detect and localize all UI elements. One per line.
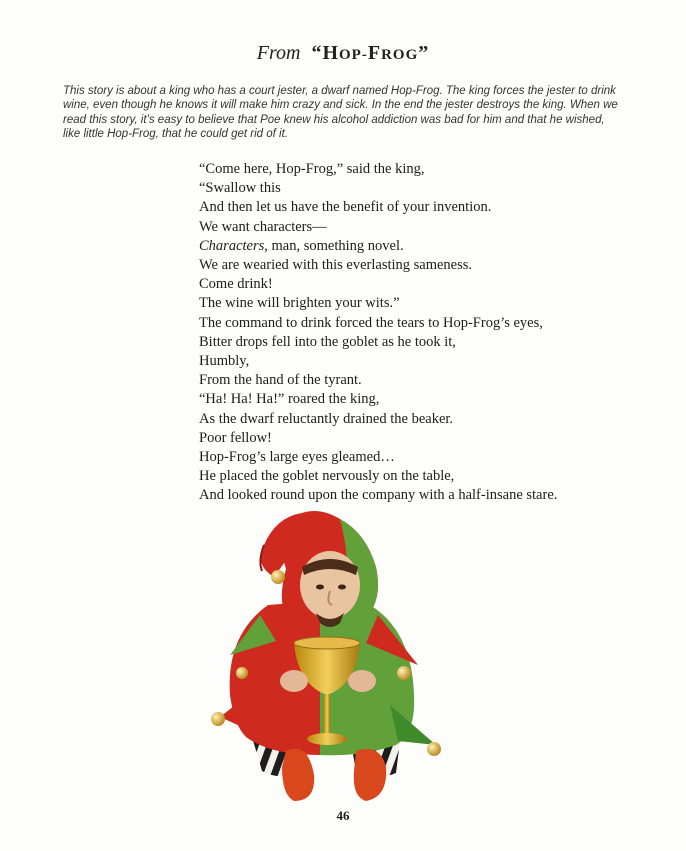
poem-line: He placed the goblet nervously on the table,	[199, 468, 455, 485]
bell-icon	[397, 666, 411, 680]
page-title	[0, 42, 686, 65]
poem-line: Bitter drops fell into the goblet as he took it,	[199, 333, 456, 350]
hood-bell-icon	[271, 570, 285, 584]
title-smallcaps-op: OP-	[339, 47, 368, 63]
poem-line: And then let us have the benefit of your invention.	[199, 199, 492, 216]
poem-line: “Come here, Hop-Frog,” said the king,	[199, 161, 425, 177]
title-story-name	[311, 42, 429, 64]
poem-line: And looked round upon the company with a half-insane stare.	[199, 487, 558, 504]
poem-line: From the hand of the tyrant.	[199, 372, 362, 389]
poem-line: Poor fellow!	[199, 429, 272, 446]
bell-icon	[427, 742, 441, 756]
title-close-quote: ”	[418, 42, 430, 64]
poem-line: As the dwarf reluctantly drained the beaker.	[199, 410, 454, 427]
title-prefix: From	[256, 42, 301, 64]
intro-paragraph: This story is about a king who has a court jester, a dwarf named Hop-Frog. The king forces the jester to drink wine, even though he knows it will make him crazy and sick. In the end the jester destroys the king. When we read this story, it’s easy to believe that Poe knew his alcohol addiction was bad for him and that he wished, like little Hop-Frog, that he could get rid of it.	[63, 85, 618, 140]
page-number: 46	[336, 808, 350, 823]
jester-drawing	[190, 505, 460, 805]
poem-line: Come drink!	[199, 276, 273, 293]
poem-line: We want characters—	[199, 218, 327, 235]
characters-italic: Characters	[199, 237, 265, 254]
poem-line: The wine will brighten your wits.”	[199, 295, 400, 312]
poem-line: The command to drink forced the tears to Hop-Frog’s eyes,	[199, 314, 543, 331]
jester-illustration	[190, 505, 460, 810]
bell-icon	[236, 667, 248, 679]
title-initial-f: F	[367, 42, 382, 64]
poem-line: Hop-Frog’s large eyes gleamed…	[199, 449, 395, 466]
poem-line-characters	[199, 237, 619, 256]
poem-line: We are wearied with this everlasting sameness.	[199, 257, 473, 274]
poem-line: “Ha! Ha! Ha!” roared the king,	[199, 391, 380, 408]
poem-line: “Swallow this	[199, 180, 281, 197]
poem-line: Humbly,	[199, 353, 250, 370]
characters-rest: , man, something novel.	[264, 237, 404, 254]
bell-icon	[211, 712, 225, 726]
poem-excerpt	[199, 160, 619, 506]
title-smallcaps-rog: ROG	[381, 47, 419, 63]
title-initial-h: H	[322, 42, 340, 64]
title-open-quote: “	[311, 42, 323, 64]
